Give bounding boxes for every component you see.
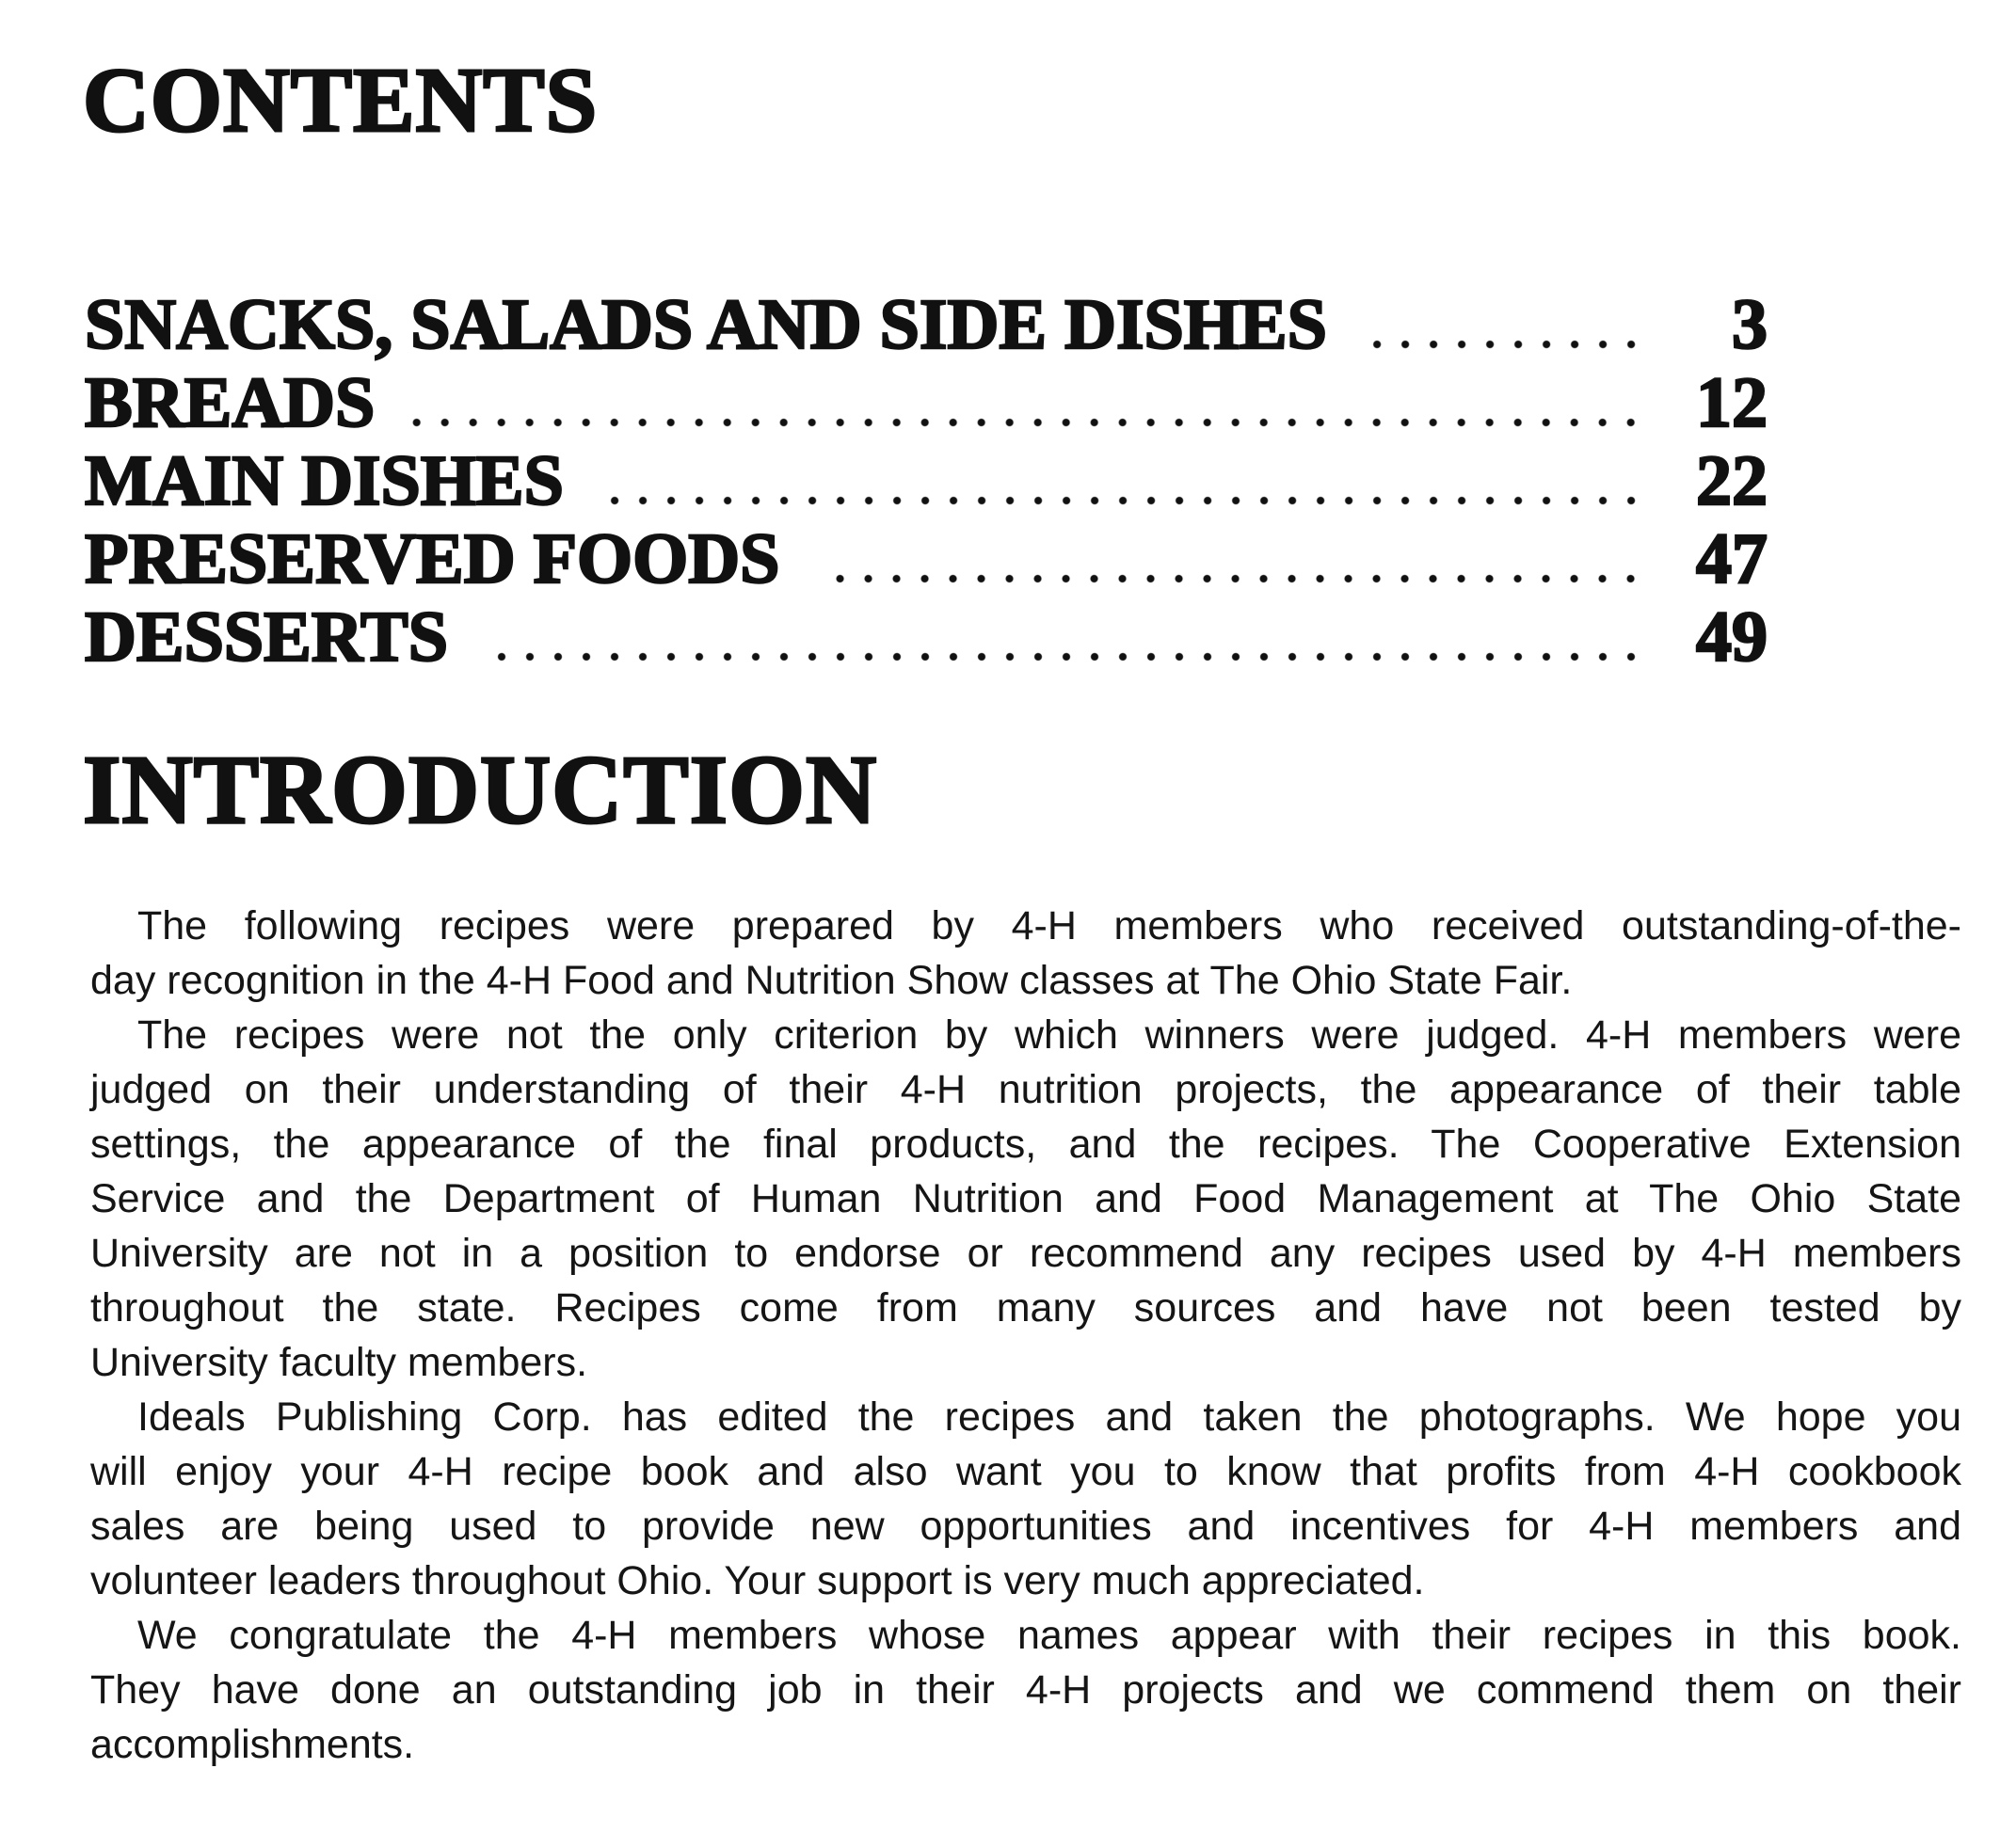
dot-leader	[486, 652, 1645, 661]
toc-entry[interactable]	[85, 438, 1768, 520]
text-line: sales are being used to provide new opportunities and incentives for 4-H members and	[90, 1504, 1961, 1549]
dot-leader	[412, 418, 1645, 427]
text-line: volunteer leaders throughout Ohio. Your support is very much appreciated.	[90, 1558, 1425, 1603]
text-line: They have done an outstanding job in their 4-H projects and we commend them on their	[90, 1667, 1961, 1713]
toc-entry-page: 49	[1696, 597, 1768, 677]
toc-entry-page: 22	[1696, 441, 1768, 520]
toc-entry-label: MAIN DISHES	[85, 441, 564, 520]
toc-entry[interactable]	[85, 360, 1768, 442]
text-line: accomplishments.	[90, 1722, 415, 1767]
toc-entry[interactable]	[85, 595, 1768, 677]
text-line: day recognition in the 4-H Food and Nutrition Show classes at The Ohio State Fair.	[90, 958, 1573, 1003]
text-line: settings, the appearance of the final products, and the recipes. The Cooperative Extension	[90, 1122, 1961, 1167]
introduction-body	[90, 899, 1961, 1772]
text-line: The recipes were not the only criterion by which winners were judged. 4-H members were	[137, 1012, 1961, 1058]
dot-leader	[601, 496, 1645, 505]
toc-entry-label: PRESERVED FOODS	[85, 519, 780, 598]
toc-entry[interactable]	[85, 282, 1768, 364]
dot-leader	[1365, 340, 1645, 349]
text-line: will enjoy your 4-H recipe book and also want you to know that profits from 4-H cookbook	[90, 1449, 1961, 1494]
toc-entry-label: BREADS	[85, 363, 376, 442]
toc-entry-page: 12	[1696, 363, 1768, 442]
toc-entry-page: 3	[1732, 285, 1768, 364]
contents-heading: CONTENTS	[83, 50, 599, 151]
text-line: The following recipes were prepared by 4-H members who received outstanding-of-the-	[137, 903, 1961, 948]
toc-entry[interactable]	[85, 517, 1768, 598]
toc-entry-page: 47	[1696, 519, 1768, 598]
text-line: University are not in a position to endorse or recommend any recipes used by 4-H members	[90, 1231, 1961, 1276]
table-of-contents	[85, 282, 1768, 677]
toc-entry-label: SNACKS, SALADS AND SIDE DISHES	[85, 285, 1327, 364]
text-line: judged on their understanding of their 4-H nutrition projects, the appearance of their table	[90, 1067, 1961, 1112]
text-line: throughout the state. Recipes come from many sources and have not been tested by	[90, 1285, 1961, 1330]
dot-leader	[817, 574, 1645, 583]
text-line: University faculty members.	[90, 1340, 588, 1385]
text-line: Service and the Department of Human Nutrition and Food Management at The Ohio State	[90, 1176, 1961, 1221]
toc-entry-label: DESSERTS	[85, 597, 448, 677]
introduction-heading: INTRODUCTION	[83, 736, 878, 844]
text-line: We congratulate the 4-H members whose names appear with their recipes in this book.	[137, 1613, 1961, 1658]
text-line: Ideals Publishing Corp. has edited the recipes and taken the photographs. We hope you	[137, 1394, 1961, 1440]
